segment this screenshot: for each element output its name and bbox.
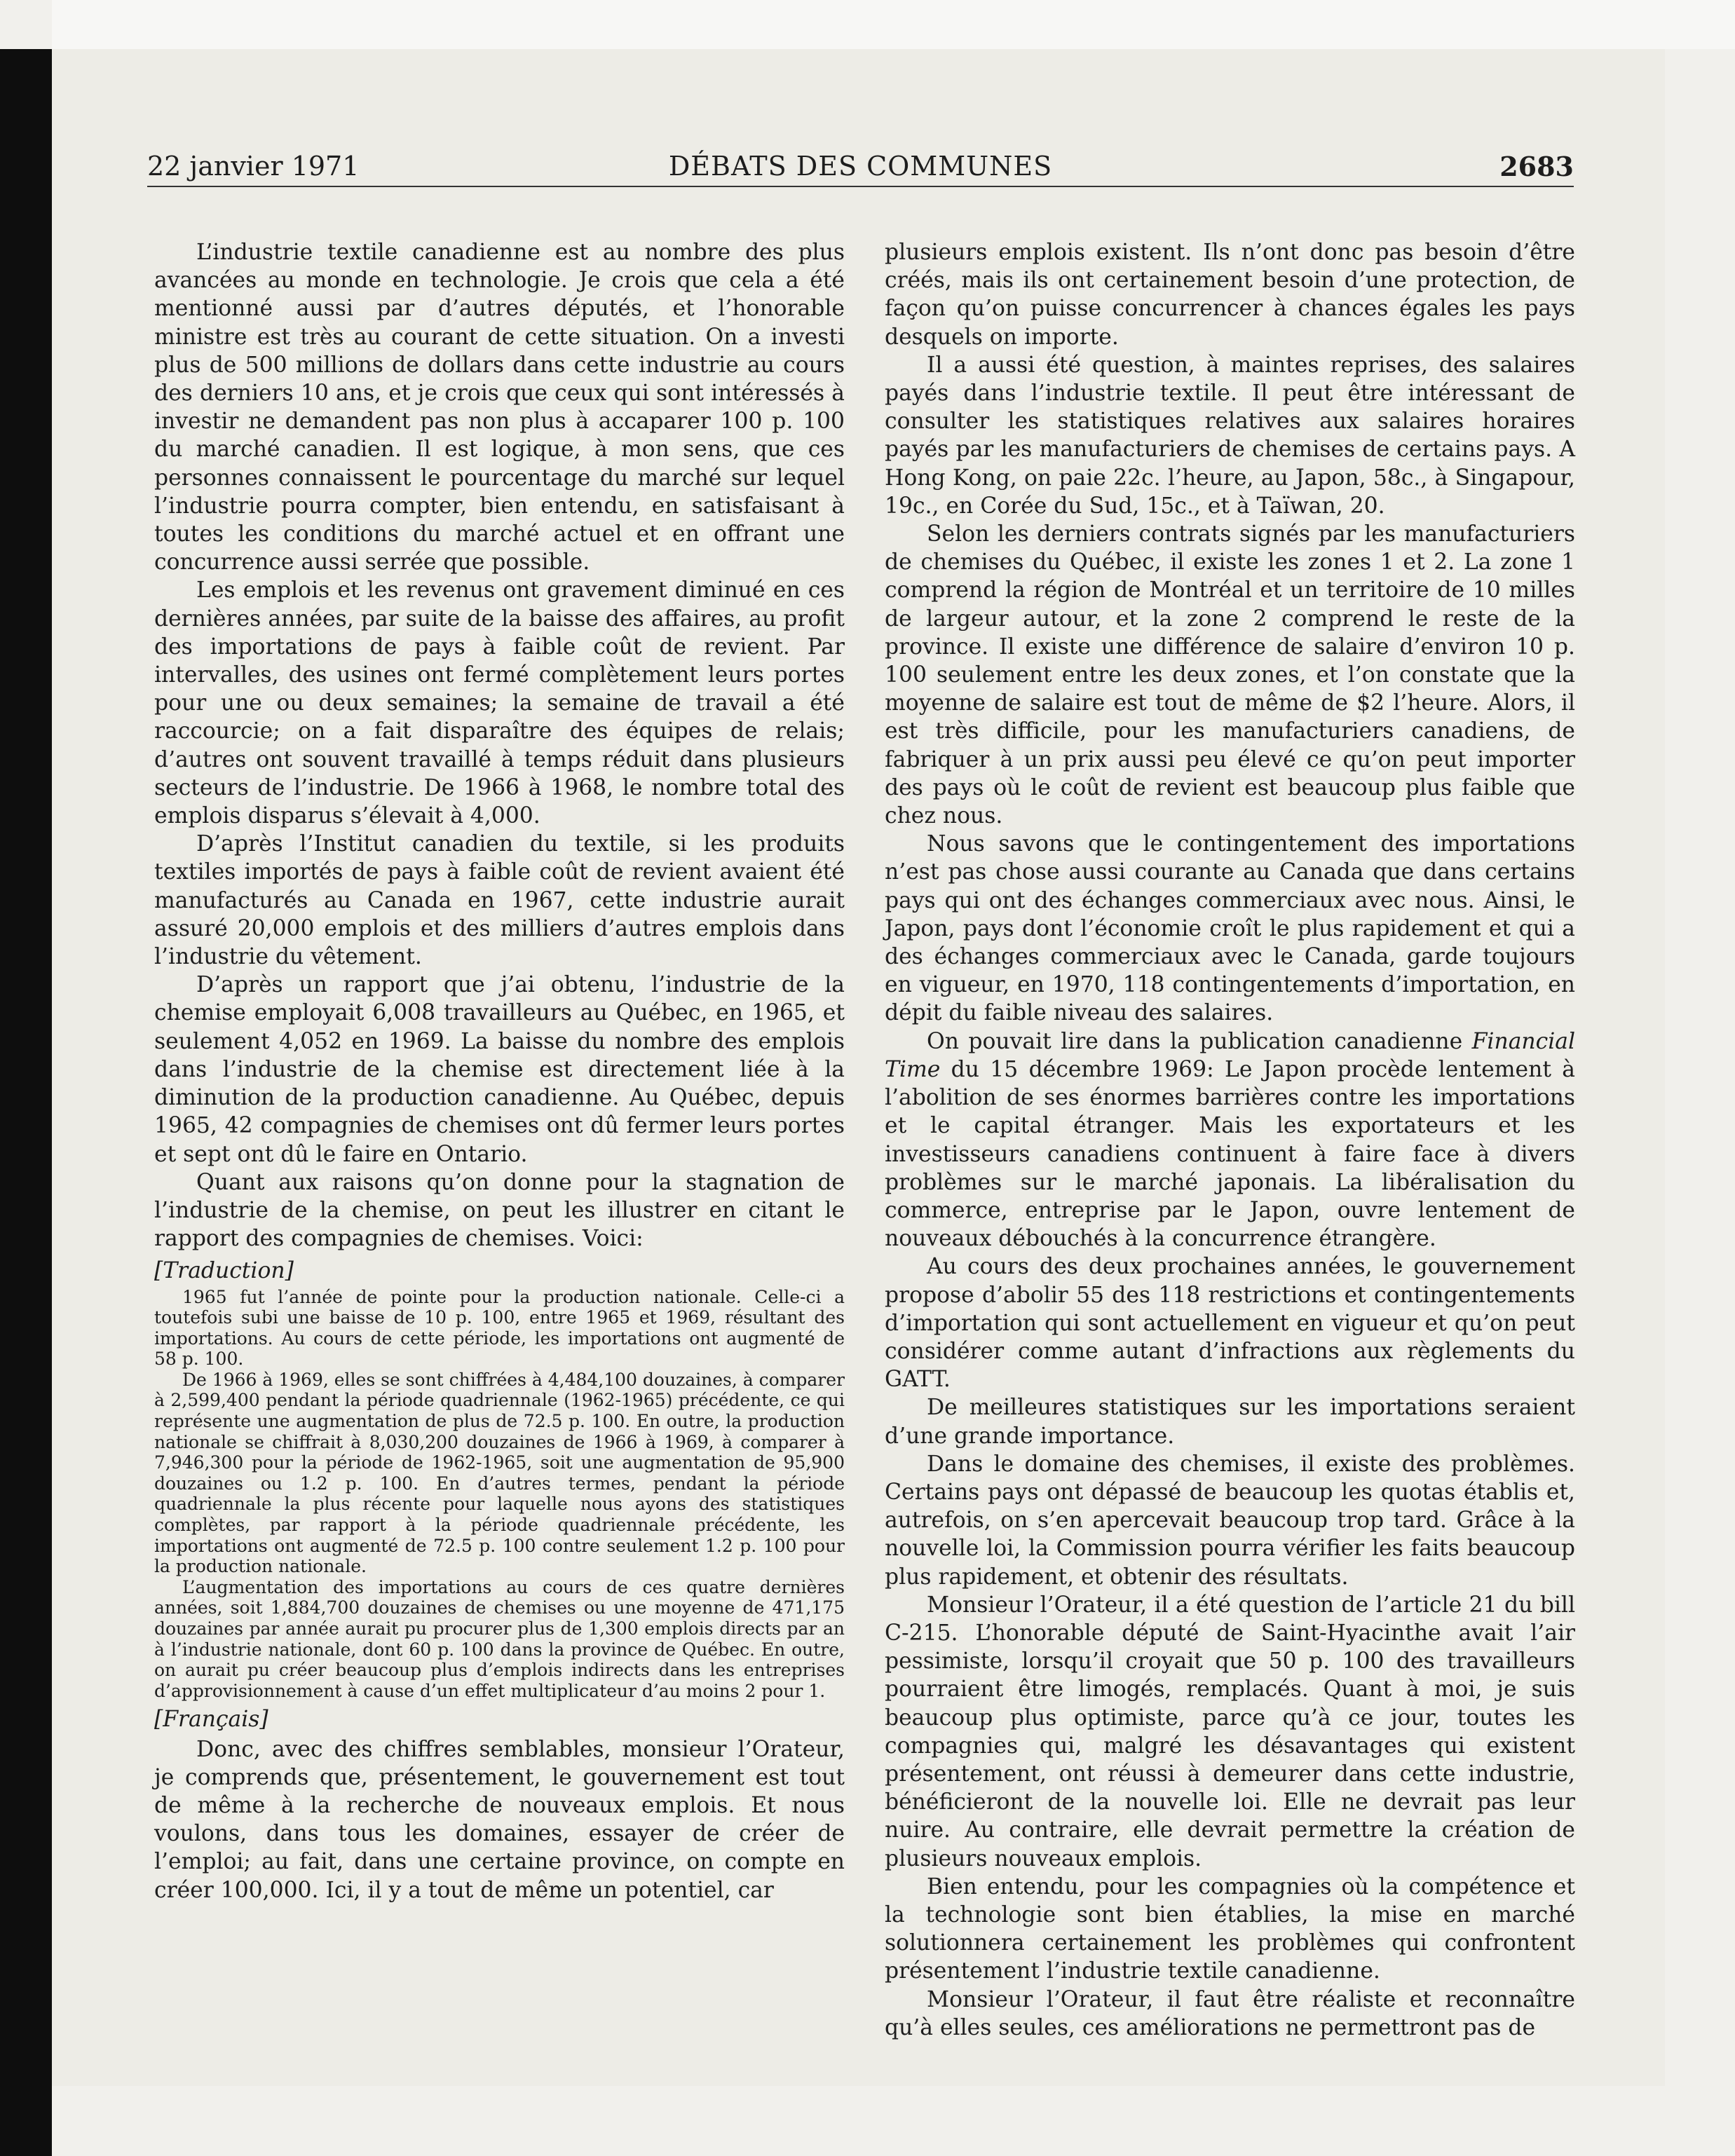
paragraph: De meilleures statistiques sur les importations seraient d’une grande importance.	[885, 1395, 1575, 1449]
paragraph: L’industrie textile canadienne est au nombre des plus avancées au monde en technologie. Je crois que cela a été mentionné aussi par d’autres députés, et l’honorable ministre est très au courant de cette situation. On a investi plus de 500 millions de dollars dans cette industrie au cours des derniers 10 ans, et je crois que ceux qui sont intéressés à investir ne demandent pas non plus à accaparer 100 p. 100 du marché canadien. Il est logique, à mon sens, que ces personnes connaissent le pourcentage du marché sur lequel l’industrie pourra compter, bien entendu, en satisfaisant à toutes les conditions du marché actuel et en offrant une concurrence aussi serrée que possible.	[154, 240, 845, 575]
left-column	[154, 238, 845, 1904]
paragraph: Donc, avec des chiffres semblables, monsieur l’Orateur, je comprends que, présentement, le gouvernement est tout de même à la recherche de nouveaux emplois. Et nous voulons, dans tous les domaines, essayer de créer de l’emploi; au fait, dans une certaine province, on compte en créer 100,000. Ici, il y a tout de même un potentiel, car	[154, 1736, 845, 1903]
right-column	[885, 238, 1575, 2042]
paragraph-text: du 15 décembre 1969: Le Japon procède lentement à l’abolition de ses énormes barrières contre les importations et le capital étranger. Mais les exportateurs et les investisseurs canadiens continuent à faire face à divers problèmes sur le marché japonais. La libéralisation du commerce, entreprise par le Japon, ouvre lentement de nouveaux débouchés à la concurrence étrangère.	[885, 1056, 1575, 1252]
paragraph: D’après l’Institut canadien du textile, si les produits textiles importés de pays à faible coût de revient avaient été manufacturés au Canada en 1967, cette industrie aurait assuré 20,000 emplois et des milliers d’autres emplois dans l’industrie du vêtement.	[154, 831, 845, 970]
page-header	[147, 151, 1574, 187]
language-label: [Français]	[154, 1707, 268, 1733]
paragraph: Bien entendu, pour les compagnies où la compétence et la technologie sont bien établies, la mise en marché solutionnera certainement les problèmes qui confrontent présentement l’industrie textile canadienne.	[885, 1874, 1575, 1984]
header-page-number: 2683	[1499, 151, 1574, 182]
paragraph: Dans le domaine des chemises, il existe des problèmes. Certains pays ont dépassé de beaucoup les quotas établis et, autrefois, on s’en apercevait beaucoup trop tard. Grâce à la nouvelle loi, la Commission pourra vérifier les faits beaucoup plus rapidement, et obtenir des résultats.	[885, 1451, 1575, 1590]
paragraph: Il a aussi été question, à maintes reprises, des salaires payés dans l’industrie textile. Il peut être intéressant de consulter les statistiques relatives aux salaires horaires payés par les manufacturiers de chemises de certains pays. A Hong Kong, on paie 22c. l’heure, au Japon, 58c., à Singapour, 19c., en Corée du Sud, 15c., et à Taïwan, 20.	[885, 352, 1575, 519]
paragraph	[885, 1028, 1575, 1253]
header-title: DÉBATS DES COMMUNES	[668, 151, 1053, 182]
quoted-paragraph: De 1966 à 1969, elles se sont chiffrées à 4,484,100 douzaines, à comparer à 2,599,400 pendant la période quadriennale (1962-1965) précédente, ce qui représente une augmentation de plus de 72.5 p. 100. En outre, la production nationale se chiffrait à 8,030,200 douzaines de 1966 à 1969, à comparer à 7,946,300 pour la période de 1962-1965, soit une augmentation de 95,900 douzaines ou 1.2 p. 100. En d’autres termes, pendant la période quadriennale la plus récente pour laquelle nous ayons des statistiques complètes, par rapport à la période quadriennale précédente, les importations ont augmenté de 72.5 p. 100 contre seulement 1.2 p. 100 pour la production nationale.	[154, 1369, 845, 1577]
paragraph: Selon les derniers contrats signés par les manufacturiers de chemises du Québec, il existe les zones 1 et 2. La zone 1 comprend la région de Montréal et un territoire de 10 milles de largeur autour, et la zone 2 comprend le reste de la province. Il existe une différence de salaire d’environ 10 p. 100 seulement entre les deux zones, et l’on constate que la moyenne de salaire est tout de même de $2 l’heure. Alors, il est très difficile, pour les manufacturiers canadiens, de fabriquer à un prix aussi peu élevé ce qu’on peut importer des pays où le coût de revient est beaucoup plus faible que chez nous.	[885, 521, 1575, 829]
paragraph: Nous savons que le contingentement des importations n’est pas chose aussi courante au Canada que dans certains pays qui ont des échanges commerciaux avec nous. Ainsi, le Japon, pays dont l’économie croît le plus rapidement et qui a des échanges commerciaux avec le Canada, garde toujours en vigueur, en 1970, 118 contingentements d’importation, en dépit du faible niveau des salaires.	[885, 831, 1575, 1026]
translation-label: [Traduction]	[154, 1258, 294, 1284]
header-date: 22 janvier 1971	[147, 151, 360, 182]
paragraph: Au cours des deux prochaines années, le gouvernement propose d’abolir 55 des 118 restrictions et contingentements d’importation qui sont actuellement en vigueur et qu’on peut considérer comme autant d’infractions aux règlements du GATT.	[885, 1254, 1575, 1393]
quoted-paragraph: 1965 fut l’année de pointe pour la production nationale. Celle-ci a toutefois subi une baisse de 10 p. 100, entre 1965 et 1969, résultant des importations. Au cours de cette période, les importations ont augmenté de 58 p. 100.	[154, 1286, 845, 1370]
paragraph: plusieurs emplois existent. Ils n’ont donc pas besoin d’être créés, mais ils ont certainement besoin d’une protection, de façon qu’on puisse concurrencer à chances égales les pays desquels on importe.	[885, 240, 1575, 350]
paragraph: Monsieur l’Orateur, il a été question de l’article 21 du bill C-215. L’honorable député de Saint-Hyacinthe avait l’air pessimiste, lorsqu’il croyait que 50 p. 100 des travailleurs pourraient être limogés, remplacés. Quant à moi, je suis beaucoup plus optimiste, parce qu’à ce jour, toutes les compagnies qui, malgré les désavantages qui existent présentement, ont réussi à demeurer dans cette industrie, bénéficieront de la nouvelle loi. Elle ne devrait pas leur nuire. Au contraire, elle devrait permettre la création de plusieurs nouveaux emplois.	[885, 1592, 1575, 1871]
paragraph: Les emplois et les revenus ont gravement diminué en ces dernières années, par suite de la baisse des affaires, au profit des importations de pays à faible coût de revient. Par intervalles, des usines ont fermé complètement leurs portes pour une ou deux semaines; la semaine de travail a été raccourcie; on a fait disparaître des équipes de relais; d’autres ont souvent travaillé à temps réduit dans plusieurs secteurs de l’industrie. De 1966 à 1968, le nombre total des emplois disparus s’élevait à 4,000.	[154, 578, 845, 829]
scan-top-margin	[52, 0, 1735, 49]
paragraph-text: On pouvait lire dans la publication canadienne	[927, 1028, 1472, 1054]
scan-binding-edge	[0, 49, 52, 2156]
paragraph: D’après un rapport que j’ai obtenu, l’industrie de la chemise employait 6,008 travailleurs au Québec, en 1965, et seulement 4,052 en 1969. La baisse du nombre des emplois dans l’industrie de la chemise est directement liée à la diminution de la production canadienne. Au Québec, depuis 1965, 42 compagnies de chemises ont dû fermer leurs portes et sept ont dû le faire en Ontario.	[154, 972, 845, 1167]
paragraph: Monsieur l’Orateur, il faut être réaliste et reconnaître qu’à elles seules, ces améliorations ne permettront pas de	[885, 1986, 1575, 2040]
paragraph: Quant aux raisons qu’on donne pour la stagnation de l’industrie de la chemise, on peut les illustrer en citant le rapport des compagnies de chemises. Voici:	[154, 1169, 845, 1252]
quoted-paragraph: L’augmentation des importations au cours de ces quatre dernières années, soit 1,884,700 douzaines de chemises ou une moyenne de 471,175 douzaines par année aurait pu procurer plus de 1,300 emplois directs par an à l’industrie nationale, dont 60 p. 100 dans la province de Québec. En outre, on aurait pu créer beaucoup plus d’emplois indirects dans les entreprises d’approvisionnement à cause d’un effet multiplicateur d’au moins 2 pour 1.	[154, 1576, 845, 1701]
publication-title: Financial Time	[885, 1028, 1575, 1082]
